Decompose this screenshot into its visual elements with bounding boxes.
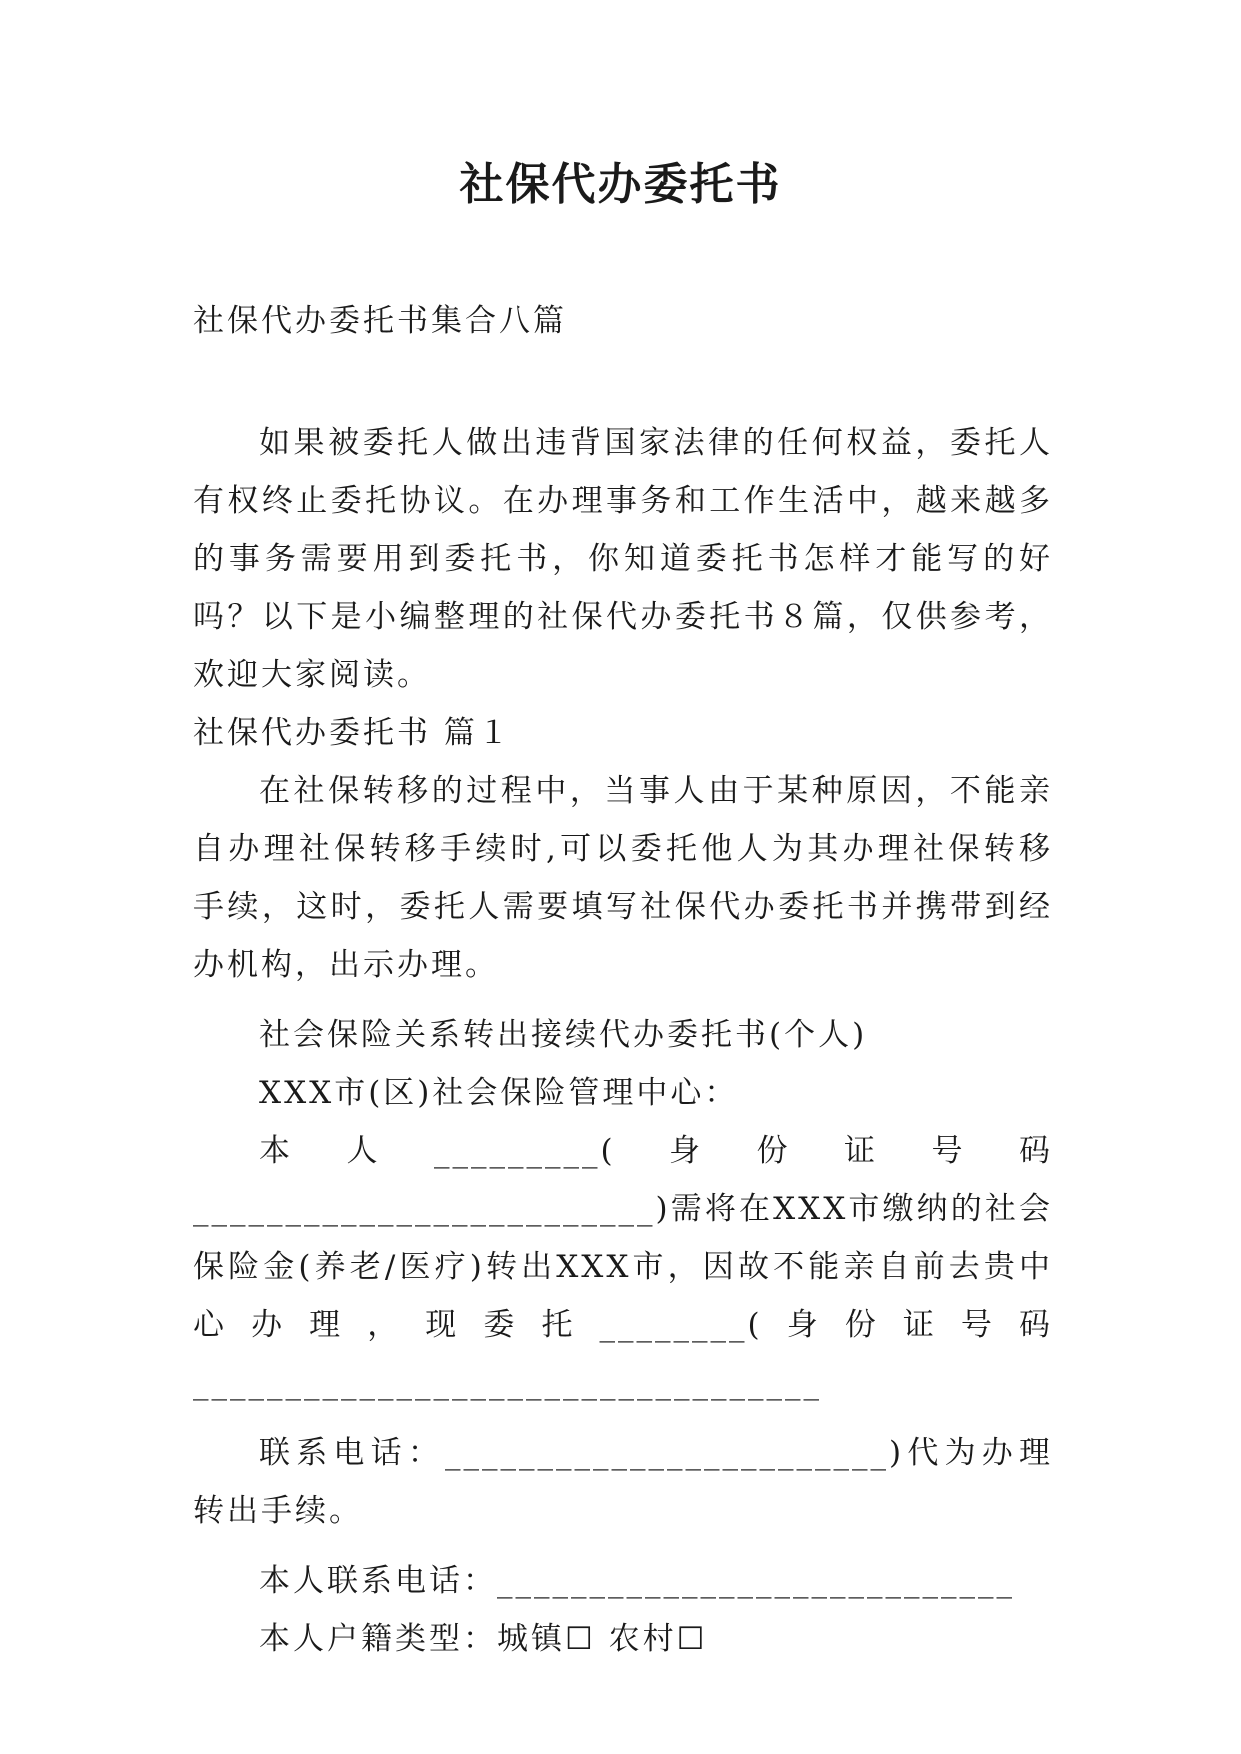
own-phone-line: 本人联系电话：____________________________: [259, 1563, 1015, 1599]
intro-paragraph: 如果被委托人做出违背国家法律的任何权益，委托人有权终止委托协议。在办理事务和工作生活中，越来越多的事务需要用到委托书，你知道委托书怎样才能写的好吗？以下是小编整理的社保代办委托书８篇，仅供参考，欢迎大家阅读。: [193, 425, 1053, 693]
household-type-line: 本人户籍类型：城镇☐ 农村☐: [259, 1621, 708, 1657]
form-title: 社会保险关系转出接续代办委托书(个人): [259, 1017, 868, 1053]
section-heading: 社保代办委托书 篇１: [193, 715, 512, 751]
form-body-paragraph: 本人_________(身份证号码_________________________)需将在XXX市缴纳的社会保险金(养老/医疗)转出XXX市，因故不能亲自前去贵中心办理，现委托________(身份证号码__________________________________: [193, 1133, 1053, 1401]
document-subtitle: 社保代办委托书集合八篇: [193, 303, 567, 339]
document-title: 社保代办委托书: [459, 159, 782, 210]
addressee: XXX市(区)社会保险管理中心：: [259, 1075, 739, 1111]
phone-paragraph: 联系电话：________________________)代为办理转出手续。: [193, 1435, 1053, 1529]
section-paragraph: 在社保转移的过程中，当事人由于某种原因，不能亲自办理社保转移手续时,可以委托他人为其办理社保转移手续，这时，委托人需要填写社保代办委托书并携带到经办机构，出示办理。: [193, 773, 1053, 983]
document-body: [193, 292, 1053, 1668]
